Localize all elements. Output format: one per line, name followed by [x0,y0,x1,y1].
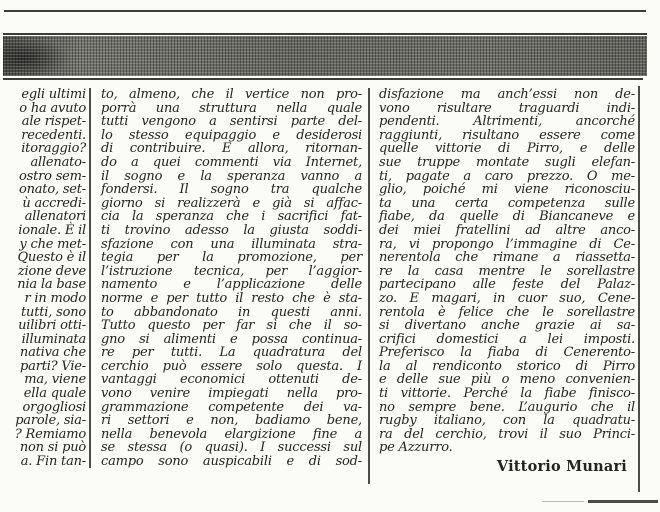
text-line: r in modo [24,290,86,306]
text-line: nia la base [17,277,86,293]
text-line: norme e per tutto il resto che è sta- [101,290,362,306]
text-line: re per tutti. La quadratura del [101,345,362,361]
text-line: onato, set- [18,182,86,198]
text-line: ? Remiamo [14,426,86,442]
text-line: sfazione con una illuminata stra- [101,236,362,252]
left-column-clipped [0,88,86,469]
text-line: ri settori e non, badiamo bene, [101,413,362,429]
text-line: tutti vengono a sentirsi parte del- [101,114,362,130]
column-rule-left [89,88,91,468]
text-line: recedenti. [21,127,86,143]
text-line: ti trovino adesso la giusta soddi- [101,222,362,238]
text-line: egli ultimi [21,87,86,102]
text-line: la al rendiconto storico di Pirro [379,358,635,374]
text-line: il sogno e la speranza vanno a [101,168,362,184]
text-line: glio, poiché mi viene riconosciu- [379,182,635,198]
text-line: allenato- [30,154,86,170]
text-line: Questo è il [17,250,86,266]
text-line: fondersi. Il sogno tra qualche [101,182,362,198]
text-line: nativa che [19,345,86,361]
text-line: no sempre bene. L’augurio che il [379,399,635,415]
text-line: do a quei commenti via Internet, [101,154,362,170]
text-line: tegia per la promozione, per [101,250,362,266]
text-line: ti vittorie. Perché la fiabe finisco- [379,386,635,402]
text-line: cia la speranza che i sacrifici fat- [101,209,362,225]
text-line: ù accredi- [22,195,86,211]
text-line: vono venire impiegati nella pro- [101,386,362,402]
text-line: pendenti. Altrimenti, ancorché [379,114,635,130]
text-line: grammazione competente dei va- [101,399,362,415]
text-line: ti, pagate a caro prezzo. O me- [379,168,635,184]
text-line: Tutto questo per far sì che il so- [101,318,362,334]
text-line: re la casa mentre le sorellastre [379,263,635,279]
text-line: a. Fin tan- [20,454,86,470]
text-line: crifici domestici a lei imposti. [379,331,635,347]
text-line: uilibri otti- [18,318,86,334]
text-line: fiabe, da quelle di Biancaneve e [379,209,635,225]
text-line: campo sono auspicabili e di sod- [101,454,362,470]
text-line: ionale. È il [18,222,86,238]
right-column-body [379,88,635,441]
text-line: o ha avuto [19,100,86,116]
text-line: si divertano anche grazie ai sa- [379,318,635,334]
text-line: disfazione ma anch’essi non de- [379,87,635,102]
text-line: nerentola che rimane a riassetta- [379,250,635,266]
text-line: Preferisco la fiaba di Cenerento- [379,345,635,361]
text-line: ella quale [23,386,86,402]
bottom-rule [588,500,658,503]
text-line: e delle sue più o meno convenien- [379,372,635,388]
text-line: ale rispet- [21,114,86,130]
column-rule-middle [368,88,370,484]
text-line: nella benevola elargizione fine a [101,426,362,442]
middle-column [101,88,362,469]
text-line: ma, viene [24,372,86,388]
right-column-last-line: pe Azzurro. [379,440,453,456]
text-line: allenatori [24,209,86,225]
text-line: ostro sem- [19,168,86,184]
text-line: namento e l’applicazione delle [101,277,362,293]
text-line: parti? Vie- [20,358,86,374]
text-line: ta una certa competenza sulle [379,195,635,211]
text-line: zo. E magari, in cuor suo, Cene- [379,290,635,306]
text-line: orgogliosi [22,399,86,415]
top-rule [4,10,646,12]
right-column [379,88,635,475]
text-line: rugby italiano, con la quadratu- [379,413,635,429]
text-line: se stessa (o quasi). I successi sul [101,440,362,456]
text-line: ra, vi propongo l’immagine di Ce- [379,236,635,252]
text-line: tutti, sono [21,304,86,320]
right-edge-rule [638,86,640,492]
author-signature: Vittorio Munari [496,458,627,476]
text-line: quelle vittorie di Pirro, e delle [379,141,635,157]
text-line: cerchio può essere solo questa. I [101,358,362,374]
text-line: l’istruzione tecnica, per l’aggior- [101,263,362,279]
text-line: to abbandonato in questi anni. [101,304,362,320]
text-line: lo stesso equipaggio e desiderosi [101,127,362,143]
halftone-bar [3,36,647,76]
text-line: partecipano alle feste del Palaz- [379,277,635,293]
text-line: raggiunti, risultano essere come [379,127,635,143]
text-line: di contribuire. E allora, ritornan- [101,141,362,157]
text-line: vono risultare traguardi indi- [379,100,635,116]
text-line: y che met- [19,236,86,252]
text-line: sue truppe montate sugli elefan- [379,154,635,170]
text-line: itoraggio? [21,141,86,157]
text-line: to, almeno, che il vertice non pro- [101,87,362,102]
text-line: zione deve [17,263,86,279]
text-line: illuminata [21,331,86,347]
bar-bottom-rule [3,78,643,80]
bar-top-rule [3,33,647,35]
text-line: giorno si realizzerà e già si affac- [101,195,362,211]
text-line: vantaggi economici ottenuti de- [101,372,362,388]
text-line: rentola è felice che le sorellastre [379,304,635,320]
text-line: dei miei fratellini ad altre anco- [379,222,635,238]
text-line: gno si alimenti e possa continua- [101,331,362,347]
text-line: porrà una struttura nella quale [101,100,362,116]
text-line: non si può [19,440,86,456]
text-line: parole, sia- [15,413,86,429]
text-line: ra del cerchio, trovi il suo Princi- [379,426,635,442]
bottom-rule-faint [542,501,584,502]
